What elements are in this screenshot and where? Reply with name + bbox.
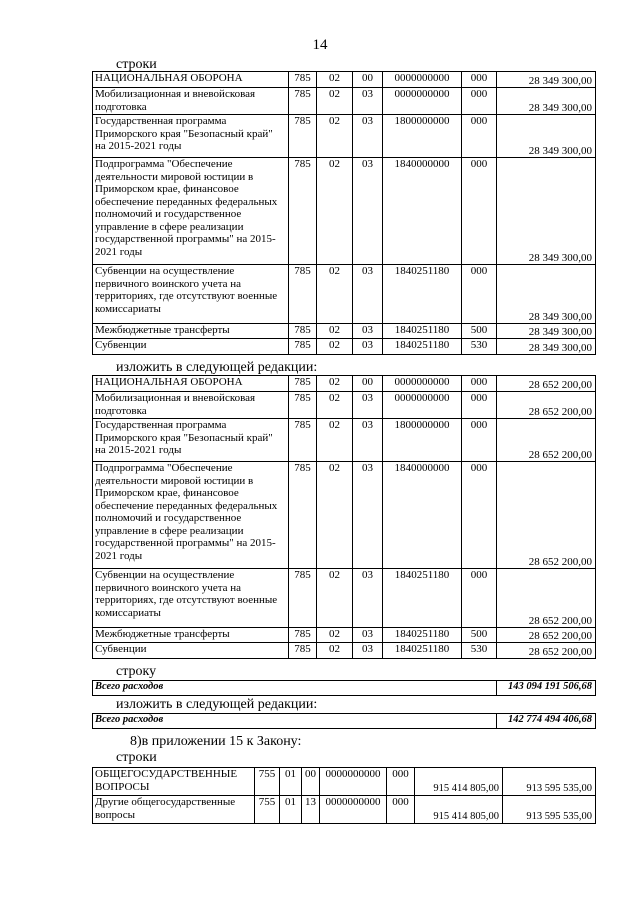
code-cell: 0000000000 [383,88,462,115]
amount-cell: 28 349 300,00 [497,265,596,324]
row-name-cell: Субвенции [93,339,289,355]
total-label: Всего расходов [93,714,497,729]
code-cell: 785 [289,628,317,643]
amount-cell: 915 414 805,00 [415,796,503,824]
table-old-version [92,71,596,355]
table-row [93,265,596,324]
code-cell: 785 [289,324,317,339]
row-name-cell: НАЦИОНАЛЬНАЯ ОБОРОНА [93,72,289,88]
code-cell: 02 [317,339,353,355]
row-name-cell: Государственная программа Приморского края "Безопасный край" на 2015-2021 годы [93,419,289,462]
table-row [93,339,596,355]
code-cell: 02 [317,392,353,419]
code-cell: 02 [317,628,353,643]
code-cell: 785 [289,158,317,265]
code-cell: 1800000000 [383,115,462,158]
amount-cell: 28 652 200,00 [497,643,596,659]
table-total-old [92,680,596,696]
amount-cell: 28 349 300,00 [497,158,596,265]
table-row [93,796,596,824]
code-cell: 785 [289,72,317,88]
code-cell: 785 [289,569,317,628]
code-cell: 03 [353,115,383,158]
code-cell: 03 [353,628,383,643]
code-cell: 03 [353,569,383,628]
code-cell: 000 [462,115,497,158]
code-cell: 1840251180 [383,339,462,355]
amount-cell: 28 349 300,00 [497,115,596,158]
code-cell: 0000000000 [383,392,462,419]
code-cell: 530 [462,643,497,659]
code-cell: 000 [462,462,497,569]
code-cell: 03 [353,392,383,419]
table-row [93,392,596,419]
amount-cell: 913 595 535,00 [503,768,596,796]
table-new-version [92,375,596,659]
code-cell: 03 [353,419,383,462]
table-total-new [92,713,596,729]
code-cell: 02 [317,158,353,265]
code-cell: 01 [280,768,302,796]
code-cell: 03 [353,158,383,265]
code-cell: 000 [462,88,497,115]
code-cell: 02 [317,324,353,339]
row-name-cell: Подпрограмма "Обеспечение деятельности мировой юстиции в Приморском крае, финансовое обеспечение переданных федеральных полномочий и государственное управление в сфере реализации государственной программы" на 2015-2021 годы [93,462,289,569]
code-cell: 785 [289,462,317,569]
amount-cell: 913 595 535,00 [503,796,596,824]
total-label: Всего расходов [93,681,497,696]
row-name-cell: НАЦИОНАЛЬНАЯ ОБОРОНА [93,376,289,392]
code-cell: 02 [317,376,353,392]
code-cell: 03 [353,324,383,339]
amount-cell: 28 652 200,00 [497,392,596,419]
amount-cell: 28 652 200,00 [497,569,596,628]
table-row [93,768,596,796]
code-cell: 03 [353,643,383,659]
table-row [93,324,596,339]
label-rows: строки [116,750,157,765]
code-cell: 000 [387,768,415,796]
table-row [93,88,596,115]
amount-cell: 915 414 805,00 [415,768,503,796]
code-cell: 1840000000 [383,158,462,265]
row-name-cell: Межбюджетные трансферты [93,628,289,643]
label-replace: изложить в следующей редакции: [116,360,318,375]
row-name-cell: Мобилизационная и вневойсковая подготовка [93,392,289,419]
code-cell: 000 [462,265,497,324]
table-row [93,376,596,392]
amount-cell: 28 349 300,00 [497,72,596,88]
code-cell: 0000000000 [320,768,387,796]
table-row [93,569,596,628]
row-name-cell: ОБЩЕГОСУДАРСТВЕННЫЕ ВОПРОСЫ [93,768,255,796]
code-cell: 000 [462,376,497,392]
code-cell: 000 [462,392,497,419]
row-name-cell: Мобилизационная и вневойсковая подготовка [93,88,289,115]
code-cell: 03 [353,462,383,569]
code-cell: 1840251180 [383,569,462,628]
amount-cell: 28 652 200,00 [497,462,596,569]
label-row: строку [116,664,157,679]
code-cell: 530 [462,339,497,355]
row-name-cell: Субвенции [93,643,289,659]
code-cell: 02 [317,72,353,88]
code-cell: 785 [289,643,317,659]
code-cell: 00 [353,376,383,392]
table-appendix-15 [92,767,596,824]
code-cell: 1840251180 [383,265,462,324]
code-cell: 02 [317,419,353,462]
code-cell: 13 [302,796,320,824]
table-row [93,158,596,265]
row-name-cell: Государственная программа Приморского края "Безопасный край" на 2015-2021 годы [93,115,289,158]
code-cell: 0000000000 [383,72,462,88]
amount-cell: 28 349 300,00 [497,324,596,339]
code-cell: 785 [289,339,317,355]
amount-cell: 28 652 200,00 [497,419,596,462]
row-name-cell: Подпрограмма "Обеспечение деятельности мировой юстиции в Приморском крае, финансовое обеспечение переданных федеральных полномочий и государственное управление в сфере реализации государственной программы" на 2015-2021 годы [93,158,289,265]
label-replace: изложить в следующей редакции: [116,697,318,712]
total-value: 142 774 494 406,68 [497,714,596,729]
code-cell: 03 [353,88,383,115]
amount-cell: 28 652 200,00 [497,628,596,643]
amount-cell: 28 349 300,00 [497,88,596,115]
code-cell: 000 [462,72,497,88]
amount-cell: 28 349 300,00 [497,339,596,355]
code-cell: 785 [289,265,317,324]
code-cell: 01 [280,796,302,824]
code-cell: 500 [462,628,497,643]
code-cell: 785 [289,376,317,392]
code-cell: 1840251180 [383,628,462,643]
table-row [93,419,596,462]
code-cell: 500 [462,324,497,339]
code-cell: 02 [317,462,353,569]
total-value: 143 094 191 506,68 [497,681,596,696]
code-cell: 785 [289,392,317,419]
code-cell: 02 [317,569,353,628]
code-cell: 785 [289,115,317,158]
code-cell: 0000000000 [320,796,387,824]
code-cell: 1840000000 [383,462,462,569]
code-cell: 000 [462,158,497,265]
row-name-cell: Межбюджетные трансферты [93,324,289,339]
code-cell: 785 [289,419,317,462]
code-cell: 000 [387,796,415,824]
code-cell: 00 [353,72,383,88]
code-cell: 03 [353,339,383,355]
page-number: 14 [312,37,328,53]
code-cell: 1840251180 [383,643,462,659]
row-name-cell: Субвенции на осуществление первичного воинского учета на территориях, где отсутствуют военные комиссариаты [93,569,289,628]
row-name-cell: Субвенции на осуществление первичного воинского учета на территориях, где отсутствуют военные комиссариаты [93,265,289,324]
table-row [93,115,596,158]
table-row [93,643,596,659]
label-rows: строки [116,57,157,72]
table-row [93,628,596,643]
code-cell: 02 [317,265,353,324]
row-name-cell: Другие общегосударственные вопросы [93,796,255,824]
code-cell: 000 [462,569,497,628]
label-appendix: 8)в приложении 15 к Закону: [130,734,302,749]
code-cell: 00 [302,768,320,796]
amount-cell: 28 652 200,00 [497,376,596,392]
code-cell: 1800000000 [383,419,462,462]
code-cell: 02 [317,115,353,158]
code-cell: 755 [255,768,280,796]
code-cell: 785 [289,88,317,115]
table-row [93,462,596,569]
code-cell: 02 [317,643,353,659]
table-row [93,72,596,88]
code-cell: 755 [255,796,280,824]
code-cell: 0000000000 [383,376,462,392]
code-cell: 02 [317,88,353,115]
code-cell: 000 [462,419,497,462]
code-cell: 03 [353,265,383,324]
code-cell: 1840251180 [383,324,462,339]
